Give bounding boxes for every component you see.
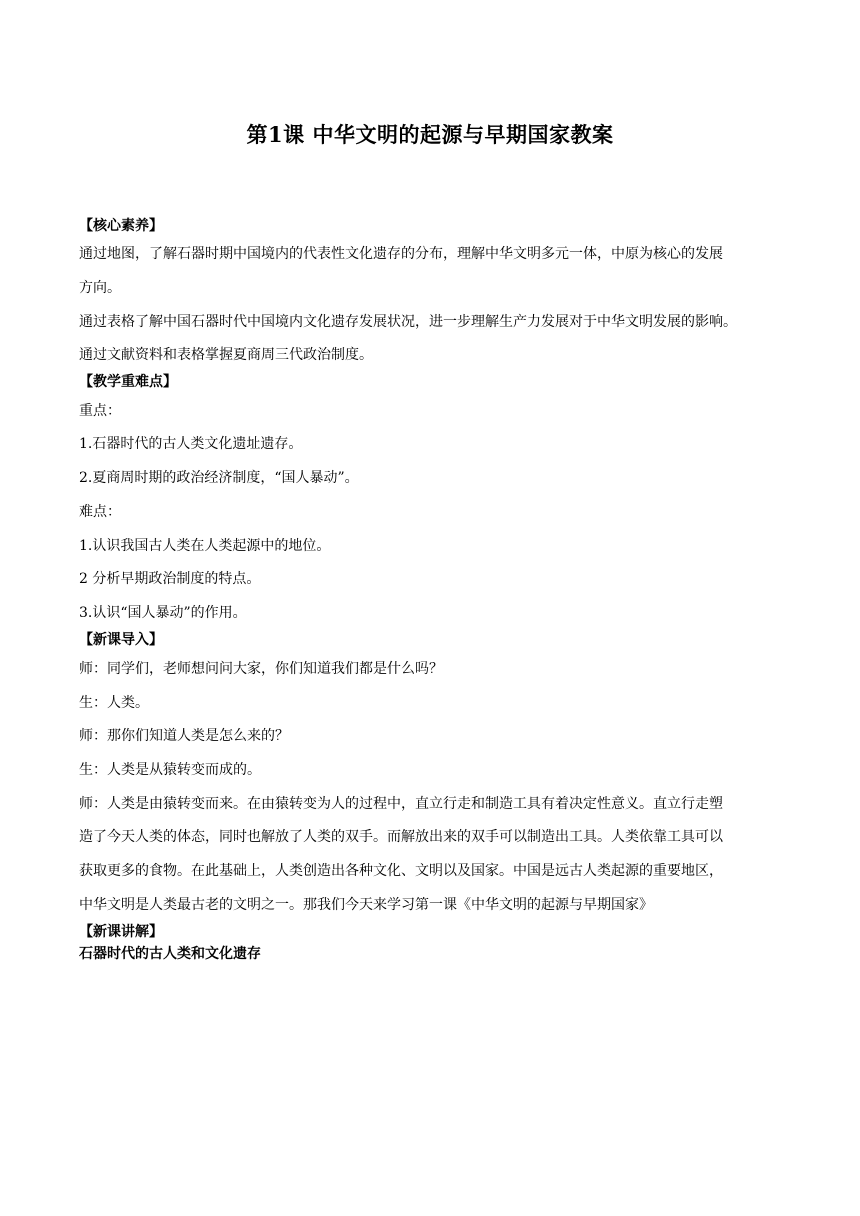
paragraph-line: 2.夏商周时期的政治经济制度，“国人暴动”。 xyxy=(79,470,359,486)
dialogue-line: 获取更多的食物。在此基础上，人类创造出各种文化、文明以及国家。中国是远古人类起源的重要地区， xyxy=(79,863,723,879)
paragraph-line: 方向。 xyxy=(79,280,121,296)
section-heading-new-lesson: 【新课讲解】 xyxy=(79,924,163,940)
paragraph-line: 难点： xyxy=(79,504,121,520)
dialogue-line: 中华文明是人类最古老的文明之一。那我们今天来学习第一课《中华文明的起源与早期国家》 xyxy=(79,897,653,913)
dialogue-line: 师：人类是由猿转变而来。在由猿转变为人的过程中，直立行走和制造工具有着决定性意义。直立行走塑 xyxy=(79,796,723,812)
paragraph-line: 通过文献资料和表格掌握夏商周三代政治制度。 xyxy=(79,347,373,363)
paragraph-line: 3.认识“国人暴动”的作用。 xyxy=(79,605,247,621)
document-title: 第1课 中华文明的起源与早期国家教案 xyxy=(246,122,614,147)
paragraph-line: 2 分析早期政治制度的特点。 xyxy=(79,571,261,587)
paragraph-line: 通过表格了解中国石器时代中国境内文化遗存发展状况，进一步理解生产力发展对于中华文明发展的影响。 xyxy=(79,314,737,330)
paragraph-line: 通过地图，了解石器时期中国境内的代表性文化遗存的分布，理解中华文明多元一体，中原为核心的发展 xyxy=(79,246,723,262)
dialogue-line: 生：人类是从猿转变而成的。 xyxy=(79,762,261,778)
paragraph-line: 1.认识我国古人类在人类起源中的地位。 xyxy=(79,538,331,554)
dialogue-line: 师：那你们知道人类是怎么来的？ xyxy=(79,728,289,744)
dialogue-line: 造了今天人类的体态，同时也解放了人类的双手。而解放出来的双手可以制造出工具。人类依靠工具可以 xyxy=(79,829,723,845)
paragraph-line: 1.石器时代的古人类文化遗址遗存。 xyxy=(79,436,303,452)
section-heading-core-literacy: 【核心素养】 xyxy=(79,218,163,234)
paragraph-line: 重点： xyxy=(79,403,121,419)
dialogue-line: 生：人类。 xyxy=(79,695,149,711)
dialogue-line: 师：同学们，老师想问问大家，你们知道我们都是什么吗？ xyxy=(79,661,443,677)
subsection-heading: 石器时代的古人类和文化遗存 xyxy=(79,946,261,962)
section-heading-key-difficult: 【教学重难点】 xyxy=(79,374,177,390)
section-heading-introduction: 【新课导入】 xyxy=(79,632,163,648)
